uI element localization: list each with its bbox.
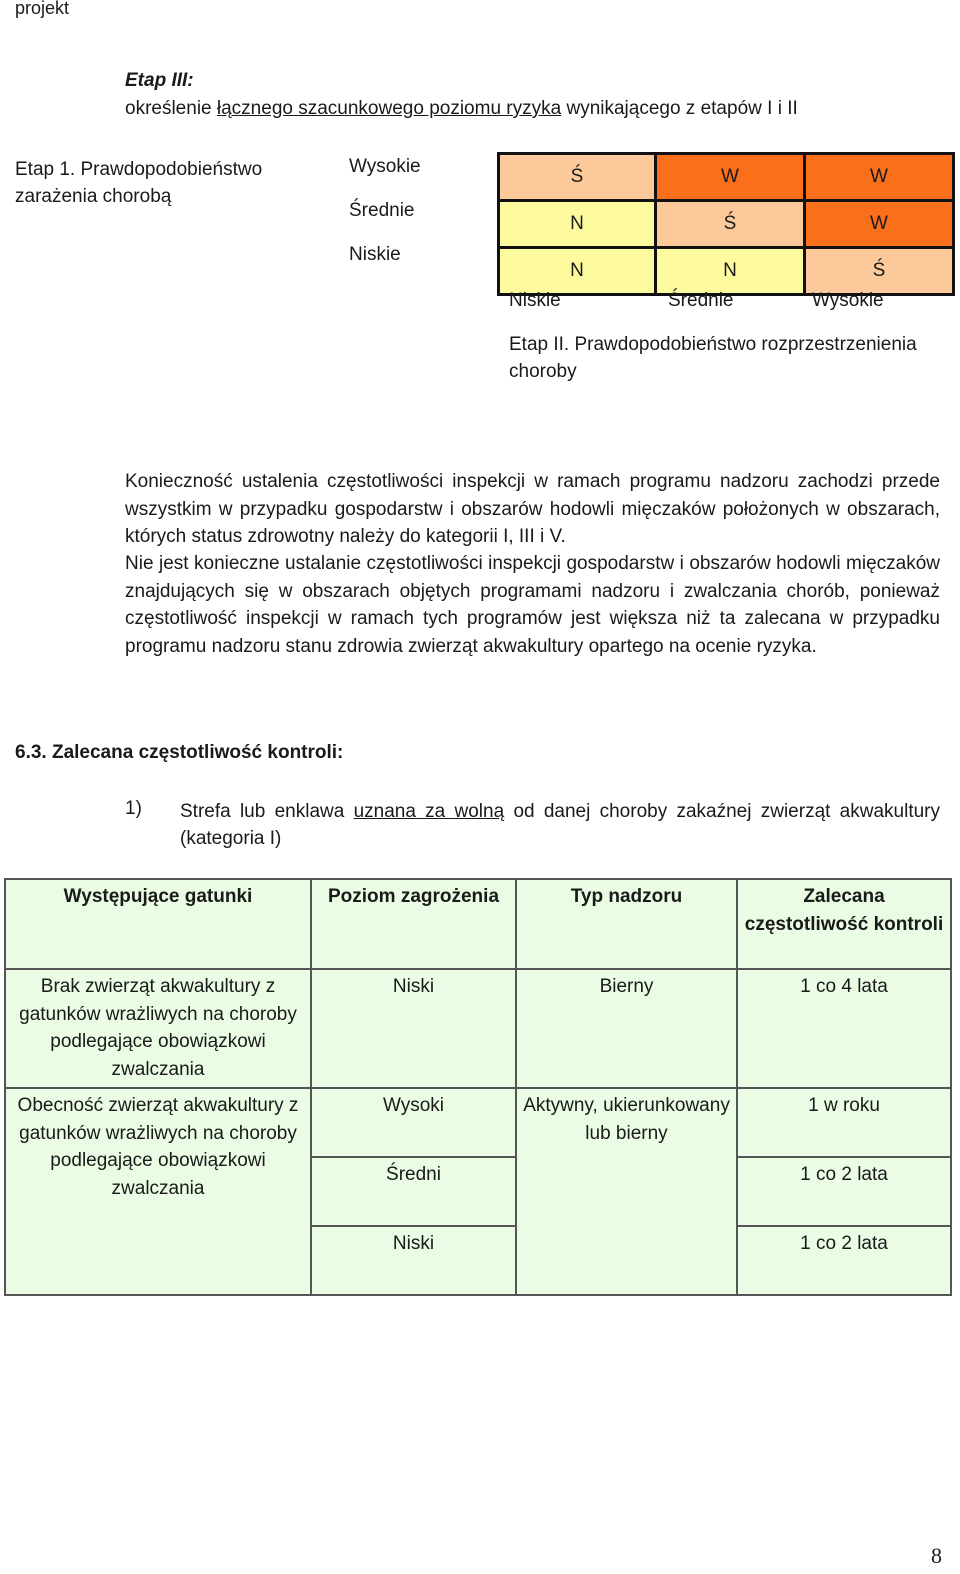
matrix-cell: W: [805, 154, 954, 201]
matrix-cell: Ś: [656, 201, 805, 248]
header-frequency: Zalecana częstotliwość kontroli: [737, 879, 951, 969]
frequency-cell: 1 co 4 lata: [737, 969, 951, 1088]
risk-matrix: [497, 152, 955, 296]
matrix-cell: N: [656, 248, 805, 295]
matrix-col-label-medium: Średnie: [668, 290, 734, 311]
stage1-label: Etap 1. Prawdopodobieństwo zarażenia chorobą: [15, 159, 263, 207]
matrix-row-label-low: Niskie: [349, 244, 401, 265]
etap3-description: [125, 98, 798, 120]
threat-level-cell: Średni: [311, 1157, 516, 1226]
species-cell: Brak zwierząt akwakultury z gatunków wrażliwych na choroby podlegające obowiązkowi zwalczania: [5, 969, 311, 1088]
matrix-cell: W: [656, 154, 805, 201]
table-header-row: [5, 879, 951, 969]
matrix-cell: N: [499, 201, 656, 248]
surveillance-type-cell: Bierny: [516, 969, 737, 1088]
threat-level-cell: Wysoki: [311, 1088, 516, 1157]
header-threat-level: Poziom zagrożenia: [311, 879, 516, 969]
matrix-col-label-low: Niskie: [509, 290, 561, 311]
stage2-label: Etap II. Prawdopodobieństwo rozprzestrzenienia choroby: [509, 334, 917, 382]
list-item-text: [180, 798, 940, 852]
matrix-row: [499, 248, 954, 295]
paragraph-1: Konieczność ustalenia częstotliwości inspekcji w ramach programu nadzoru zachodzi przede wszystkim w przypadku gospodarstw i obszarów hodowli mięczaków położonych w obszarach, których status zdrowotny należy do kategorii I, III i V.: [125, 471, 940, 547]
control-frequency-table: [4, 878, 952, 1296]
matrix-row-label-high: Wysokie: [349, 156, 421, 177]
header-label: projekt: [15, 0, 70, 18]
matrix-col-label-high: Wysokie: [812, 290, 884, 311]
list-text-underlined: uznana za wolną: [353, 801, 505, 822]
header-surveillance-type: Typ nadzoru: [516, 879, 737, 969]
matrix-row: [499, 201, 954, 248]
matrix-cell: W: [805, 201, 954, 248]
list-number: 1): [125, 798, 142, 819]
species-cell: Obecność zwierząt akwakultury z gatunków wrażliwych na choroby podlegające obowiązkowi zwalczania: [5, 1088, 311, 1295]
etap3-title: Etap III:: [125, 70, 194, 91]
table-row: [5, 969, 951, 1088]
section-heading: 6.3. Zalecana częstotliwość kontroli:: [15, 742, 344, 763]
matrix-row-label-medium: Średnie: [349, 200, 415, 221]
etap3-desc-prefix: określenie: [125, 98, 217, 119]
frequency-cell: 1 co 2 lata: [737, 1157, 951, 1226]
etap3-desc-suffix: wynikającego z etapów I i II: [561, 98, 798, 119]
matrix-cell: Ś: [499, 154, 656, 201]
list-text-prefix: Strefa lub enklawa: [180, 801, 354, 822]
paragraph-2: Nie jest konieczne ustalanie częstotliwości inspekcji gospodarstw i obszarów hodowli mięczaków znajdujących się w obszarach objętych programami nadzoru i zwalczania chorób, ponieważ częstotliwość inspekcji w ramach tych programów jest większa niż ta zalecana w przypadku programu nadzoru stanu zdrowia zwierząt akwakultury opartego na ocenie ryzyka.: [125, 553, 940, 657]
table-row: [5, 1088, 951, 1157]
surveillance-type-cell: Aktywny, ukierunkowany lub bierny: [516, 1088, 737, 1295]
matrix-row: [499, 154, 954, 201]
threat-level-cell: Niski: [311, 969, 516, 1088]
header-species: Występujące gatunki: [5, 879, 311, 969]
frequency-cell: 1 w roku: [737, 1088, 951, 1157]
frequency-cell: 1 co 2 lata: [737, 1226, 951, 1295]
threat-level-cell: Niski: [311, 1226, 516, 1295]
matrix-cell: Ś: [805, 248, 954, 295]
page-number: 8: [931, 1543, 942, 1568]
etap3-desc-underlined: łącznego szacunkowego poziomu ryzyka: [216, 98, 562, 119]
list-text-suffix: od danej choroby zakaźnej zwierząt akwakultury (kategoria I): [180, 801, 940, 849]
matrix-cell: N: [499, 248, 656, 295]
